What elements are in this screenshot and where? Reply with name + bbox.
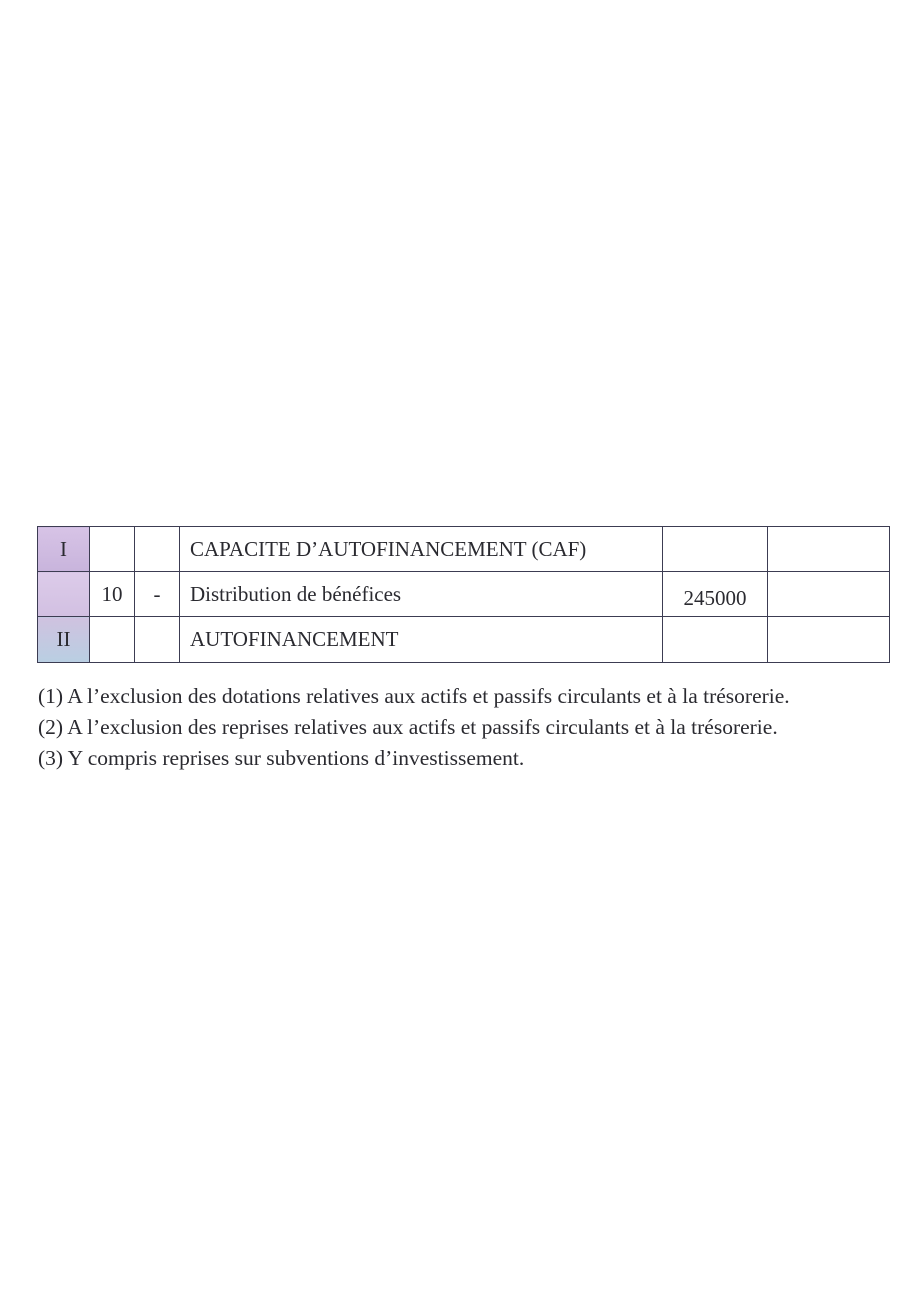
row-amount-2 (768, 572, 890, 617)
row-amount-1 (663, 527, 768, 572)
row-label: Distribution de bénéfices (180, 572, 663, 617)
footnote-2: (2) A l’exclusion des reprises relatives aux actifs et passifs circulants et à la trésorerie. (38, 715, 778, 739)
row-sign (135, 617, 180, 663)
row-account-number (90, 617, 135, 663)
row-sign (135, 527, 180, 572)
row-roman-numeral: II (38, 617, 90, 663)
table-row (38, 527, 890, 572)
caf-table (37, 526, 890, 663)
row-label: AUTOFINANCEMENT (180, 617, 663, 663)
footnotes (38, 681, 908, 774)
table-row (38, 572, 890, 617)
row-roman-numeral (38, 572, 90, 617)
row-amount-1 (663, 572, 768, 617)
footnote-3: (3) Y compris reprises sur subventions d’investissement. (38, 746, 525, 770)
footnote-1: (1) A l’exclusion des dotations relatives aux actifs et passifs circulants et à la trésorerie. (38, 684, 790, 708)
row-sign: - (135, 572, 180, 617)
row-amount-2 (768, 617, 890, 663)
amount-value: 245000 (683, 585, 747, 610)
row-amount-1 (663, 617, 768, 663)
row-account-number: 10 (90, 572, 135, 617)
row-roman-numeral: I (38, 527, 90, 572)
row-amount-2 (768, 527, 890, 572)
row-label: CAPACITE D’AUTOFINANCEMENT (CAF) (180, 527, 663, 572)
table-row (38, 617, 890, 663)
row-account-number (90, 527, 135, 572)
